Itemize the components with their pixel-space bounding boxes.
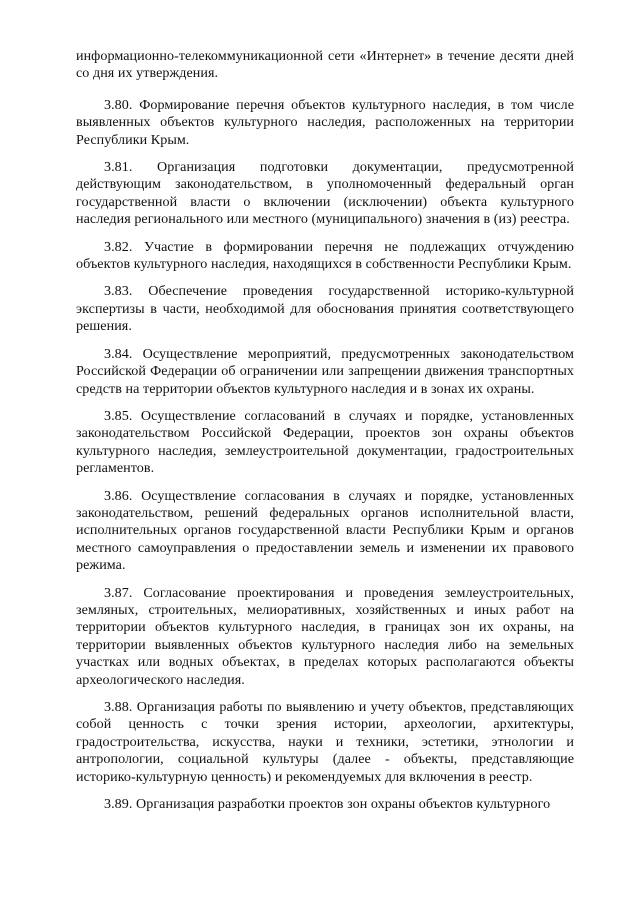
paragraph-3-88: 3.88. Организация работы по выявлению и учету объектов, представляющих собой ценность с точки зрения истории, археологии, архитектуры, градостроительства, искусства, науки и техники, эстетики, этнологии и антропологии, социальной культуры (далее - объекты, представляющие историко-культурную ценность) и рекомендуемых для включения в реестр. [76, 699, 574, 785]
paragraph-3-80: 3.80. Формирование перечня объектов культурного наследия, в том числе выявленных объектов культурного наследия, расположенных на территории Республики Крым. [76, 96, 574, 148]
paragraph-3-87: 3.87. Согласование проектирования и проведения землеустроительных, земляных, строительных, мелиоративных, хозяйственных и иных работ на территории объектов культурного наследия, в границах зон их охраны, на территории выявленных объектов культурного наследия либо на земельных участках или водных объектах, в пределах которых располагаются объекты археологического наследия. [76, 584, 574, 688]
paragraph-3-81: 3.81. Организация подготовки документации, предусмотренной действующим законодательством, в уполномоченный федеральный орган государственной власти о включении (исключении) объекта культурного наследия регионального или местного (муниципального) значения в (из) реестра. [76, 159, 574, 228]
paragraph-3-85: 3.85. Осуществление согласований в случаях и порядке, установленных законодательством Российской Федерации, проектов зон охраны объектов культурного наследия, землеустроительной документации, градостроительных регламентов. [76, 407, 574, 477]
paragraph-3-89: 3.89. Организация разработки проектов зон охраны объектов культурного [104, 796, 551, 813]
paragraph-3-86: 3.86. Осуществление согласования в случаях и порядке, установленных законодательством, решений федеральных органов исполнительной власти, исполнительных органов государственной власти Республики Крым и органов местного самоуправления о предоставлении земель и изменении их правового режима. [76, 487, 574, 574]
paragraph-continuation: информационно-телекоммуникационной сети «Интернет» в течение десяти дней со дня их утверждения. [76, 48, 574, 82]
paragraph-3-84: 3.84. Осуществление мероприятий, предусмотренных законодательством Российской Федерации об ограничении или запрещении движения транспортных средств на территории объектов культурного наследия и в зонах их охраны. [76, 345, 574, 397]
paragraph-3-83: 3.83. Обеспечение проведения государственной историко-культурной экспертизы в части, необходимой для обоснования принятия соответствующего решения. [76, 283, 574, 335]
paragraph-3-82: 3.82. Участие в формировании перечня не подлежащих отчуждению объектов культурного наследия, находящихся в собственности Республики Крым. [76, 238, 574, 273]
